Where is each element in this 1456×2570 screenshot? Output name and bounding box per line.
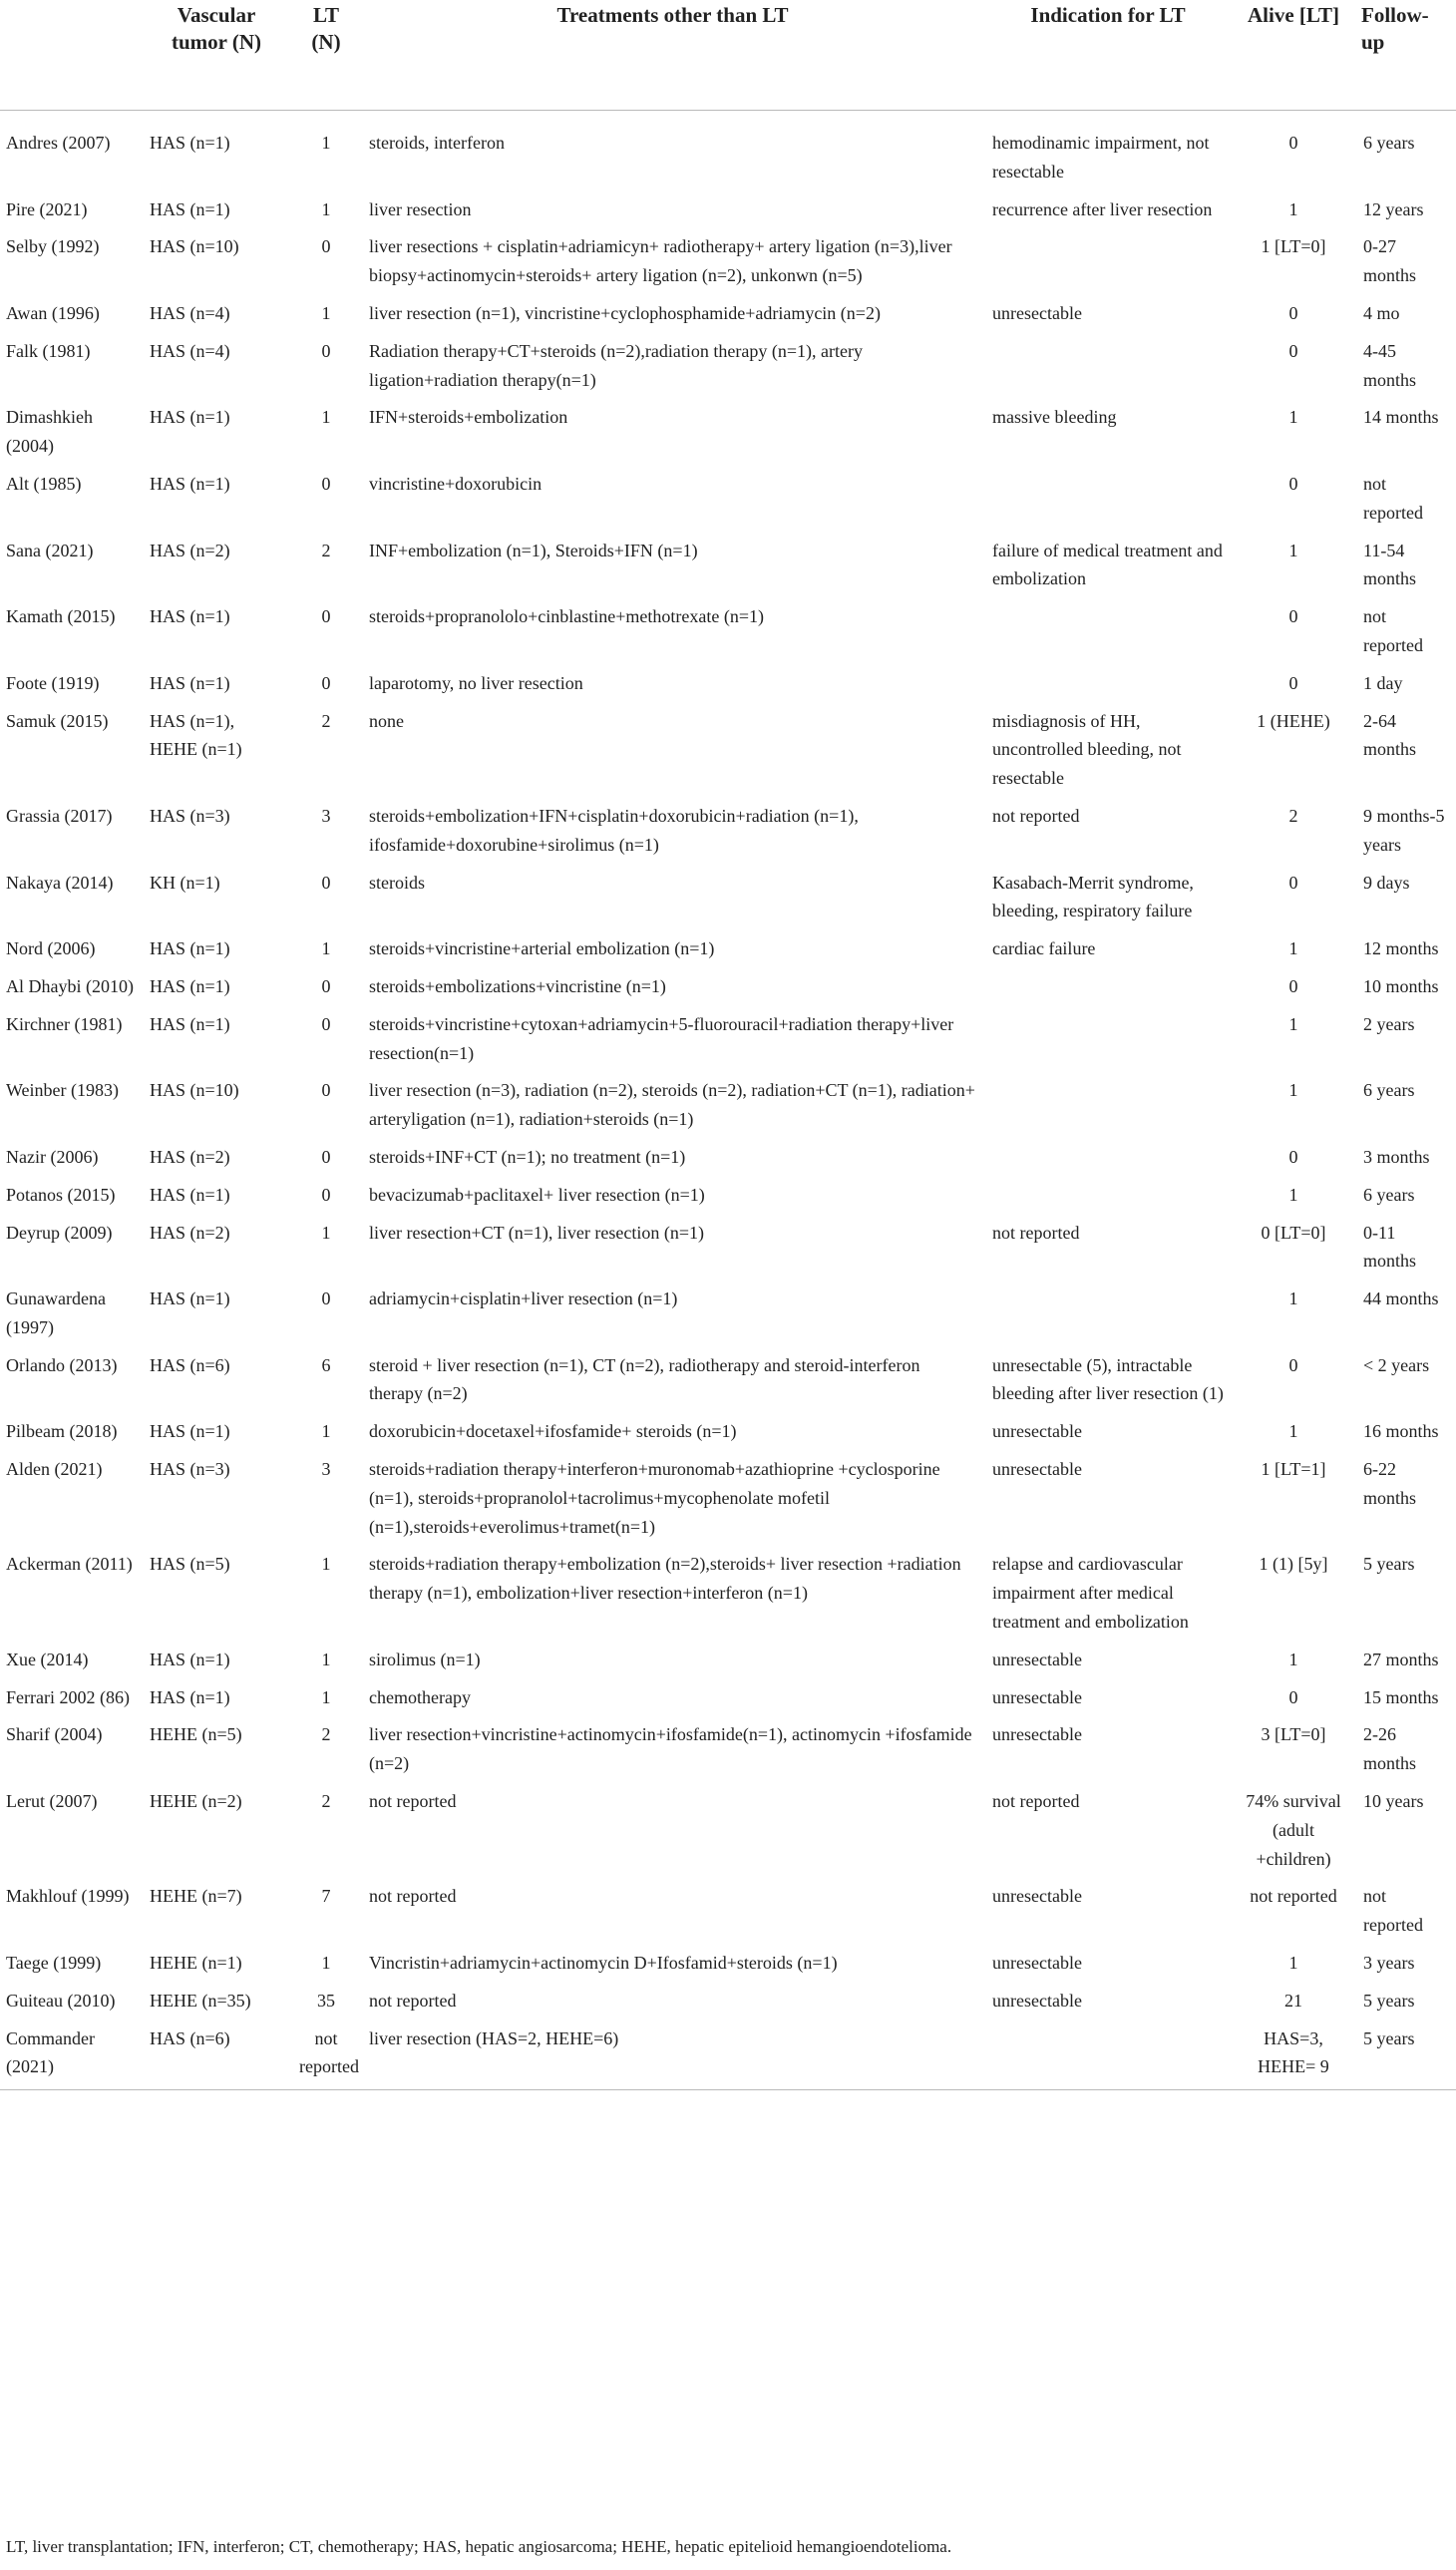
- cell-tumor: HAS (n=2): [150, 1146, 230, 1167]
- cell-lt: 1: [321, 302, 331, 323]
- cell-tumor: HAS (n=1): [150, 473, 230, 494]
- cell-study: Pire (2021): [6, 198, 88, 219]
- table-row: [0, 1006, 1456, 1073]
- cell-alive: not reported: [1250, 1886, 1337, 1907]
- table-row: [0, 665, 1456, 703]
- cell-followup: not reported: [1363, 606, 1423, 655]
- cell-alive: 0: [1288, 606, 1298, 627]
- cell-indication: unresectable: [992, 1686, 1082, 1707]
- cell-study: Guiteau (2010): [6, 1990, 116, 2011]
- cell-tumor: HAS (n=1), HEHE (n=1): [150, 710, 242, 760]
- header-study: [0, 0, 142, 111]
- cell-lt: 0: [321, 975, 331, 996]
- cell-treatments: steroids+vincristine+cytoxan+adriamycin+5-fluorouracil+radiation therapy+liver resection(n=1): [369, 1013, 954, 1063]
- cell-treatments: vincristine+doxorubicin: [369, 473, 543, 494]
- cell-lt: 0: [321, 1080, 331, 1101]
- cell-alive: 2: [1288, 805, 1298, 826]
- cell-alive: 0: [1288, 473, 1298, 494]
- cell-lt: 0: [321, 236, 331, 257]
- cell-treatments: chemotherapy: [369, 1686, 471, 1707]
- cell-lt: 7: [321, 1886, 331, 1907]
- cell-tumor: HEHE (n=35): [150, 1990, 251, 2011]
- cell-treatments: liver resection+vincristine+actinomycin+ifosfamide(n=1), actinomycin +ifosfamide (n=2): [369, 1724, 972, 1774]
- table-row: [0, 1783, 1456, 1878]
- cell-followup: 10 months: [1363, 975, 1439, 996]
- cell-followup: 12 years: [1363, 198, 1424, 219]
- table-header: [0, 0, 1456, 111]
- cell-indication: [984, 1281, 1232, 1347]
- cell-treatments: not reported: [369, 1791, 457, 1812]
- table-row: [0, 703, 1456, 798]
- cell-treatments: steroids+radiation therapy+embolization (n=2),steroids+ liver resection +radiation therapy (n=1), embolization+liver resection+interferon (n=1): [369, 1554, 961, 1604]
- cell-followup: 6 years: [1363, 1184, 1415, 1205]
- cell-indication: unresectable: [992, 1953, 1082, 1974]
- cell-tumor: HAS (n=1): [150, 1288, 230, 1309]
- cell-lt: 0: [321, 1013, 331, 1034]
- cell-followup: 3 years: [1363, 1953, 1415, 1974]
- cell-treatments: liver resection (n=1), vincristine+cyclophosphamide+adriamycin (n=2): [369, 302, 881, 323]
- cell-tumor: HAS (n=1): [150, 1649, 230, 1669]
- cell-lt: 1: [321, 1554, 331, 1575]
- table-row: [0, 111, 1456, 191]
- cell-lt: 1: [321, 407, 331, 428]
- cell-study: Orlando (2013): [6, 1354, 118, 1375]
- cell-lt: 1: [321, 1686, 331, 1707]
- cell-followup: 44 months: [1363, 1288, 1439, 1309]
- cell-treatments: liver resection: [369, 198, 472, 219]
- cell-indication: [984, 333, 1232, 400]
- cell-indication: unresectable: [992, 1649, 1082, 1669]
- cell-treatments: liver resection (n=3), radiation (n=2), steroids (n=2), radiation+CT (n=1), radiation+ arteryligation (n=1), radiation+steroids (n=1): [369, 1080, 975, 1130]
- table-row: [0, 598, 1456, 665]
- cell-study: Pilbeam (2018): [6, 1421, 118, 1442]
- table-row: [0, 1072, 1456, 1139]
- cell-alive: 1: [1288, 1649, 1298, 1669]
- cell-treatments: sirolimus (n=1): [369, 1649, 481, 1669]
- cell-lt: not reported: [291, 2020, 361, 2090]
- cell-alive: 1: [1288, 540, 1298, 560]
- cell-followup: 15 months: [1363, 1686, 1439, 1707]
- cell-study: Sharif (2004): [6, 1724, 103, 1745]
- cell-study: Gunawardena (1997): [6, 1288, 106, 1337]
- cell-alive: 1 (HEHE): [1257, 710, 1330, 731]
- cell-indication: failure of medical treatment and embolization: [992, 540, 1223, 589]
- cell-indication: [984, 1139, 1232, 1177]
- cell-followup: 0-27 months: [1363, 236, 1417, 286]
- table-row: [0, 333, 1456, 400]
- cell-tumor: HEHE (n=7): [150, 1886, 242, 1907]
- cell-indication: unresectable: [992, 302, 1082, 323]
- cell-followup: 12 months: [1363, 938, 1439, 959]
- cell-lt: 1: [321, 1421, 331, 1442]
- cell-study: Potanos (2015): [6, 1184, 116, 1205]
- cell-lt: 0: [321, 1288, 331, 1309]
- cell-indication: [984, 466, 1232, 533]
- cell-indication: [984, 2020, 1232, 2090]
- header-tumor: Vascular tumor (N): [142, 0, 291, 111]
- cell-study: Kamath (2015): [6, 606, 116, 627]
- cell-tumor: HAS (n=1): [150, 1421, 230, 1442]
- table-row: [0, 1139, 1456, 1177]
- cell-study: Al Dhaybi (2010): [6, 975, 134, 996]
- cell-alive: 1: [1288, 1288, 1298, 1309]
- cell-followup: 9 months-5 years: [1363, 805, 1445, 855]
- cell-followup: 2-64 months: [1363, 710, 1417, 760]
- cell-followup: 5 years: [1363, 1554, 1415, 1575]
- cell-followup: 2-26 months: [1363, 1724, 1417, 1774]
- cell-alive: 1: [1288, 1013, 1298, 1034]
- cell-tumor: HEHE (n=1): [150, 1953, 242, 1974]
- cell-treatments: INF+embolization (n=1), Steroids+IFN (n=1): [369, 540, 698, 560]
- cell-tumor: HAS (n=1): [150, 975, 230, 996]
- cell-study: Nord (2006): [6, 938, 96, 959]
- cell-alive: 0: [1288, 133, 1298, 153]
- cell-tumor: HAS (n=10): [150, 236, 239, 257]
- cell-lt: 0: [321, 1146, 331, 1167]
- cell-lt: 3: [321, 805, 331, 826]
- cell-treatments: steroid + liver resection (n=1), CT (n=2), radiotherapy and steroid-interferon therapy (n=2): [369, 1354, 920, 1404]
- cell-tumor: HAS (n=1): [150, 606, 230, 627]
- cell-study: Samuk (2015): [6, 710, 109, 731]
- cell-alive: 0: [1288, 872, 1298, 893]
- cell-tumor: KH (n=1): [150, 872, 220, 893]
- cell-indication: [984, 1006, 1232, 1073]
- cell-followup: 10 years: [1363, 1791, 1424, 1812]
- cell-tumor: HAS (n=4): [150, 340, 230, 361]
- cell-followup: 5 years: [1355, 2020, 1456, 2090]
- cell-alive: 3 [LT=0]: [1261, 1724, 1326, 1745]
- cell-study: Alden (2021): [6, 1459, 103, 1480]
- cell-indication: massive bleeding: [992, 407, 1117, 428]
- cell-followup: 2 years: [1363, 1013, 1415, 1034]
- cell-alive: 1 (1) [5y]: [1259, 1554, 1328, 1575]
- cell-indication: not reported: [992, 805, 1080, 826]
- cell-tumor: HAS (n=1): [150, 133, 230, 153]
- cell-tumor: HAS (n=1): [150, 407, 230, 428]
- cell-study: Foote (1919): [6, 672, 100, 693]
- cell-study: Andres (2007): [6, 133, 111, 153]
- cell-lt: 1: [321, 1649, 331, 1669]
- cell-study: Sana (2021): [6, 540, 94, 560]
- table-row: [0, 968, 1456, 1006]
- cell-followup: 6 years: [1363, 133, 1415, 153]
- cell-followup: 5 years: [1363, 1990, 1415, 2011]
- cell-alive: 0: [1288, 1686, 1298, 1707]
- cell-treatments: steroids+propranololo+cinblastine+methotrexate (n=1): [369, 606, 764, 627]
- cell-followup: not reported: [1363, 473, 1423, 523]
- cell-study: Taege (1999): [6, 1953, 102, 1974]
- cell-study: Ackerman (2011): [6, 1554, 133, 1575]
- cell-treatments: steroids+radiation therapy+interferon+muronomab+azathioprine +cyclosporine (n=1), steroids+propranolol+tacrolimus+mycophenolate mofetil (n=1),steroids+everolimus+tramet(n=1): [369, 1459, 940, 1537]
- cell-study: Falk (1981): [6, 340, 91, 361]
- cell-alive: 1: [1288, 1421, 1298, 1442]
- cell-followup: 4-45 months: [1363, 340, 1417, 390]
- cell-treatments: steroids: [369, 872, 425, 893]
- table-row: [0, 466, 1456, 533]
- cell-followup: 3 months: [1363, 1146, 1430, 1167]
- header-followup: Follow-up: [1355, 0, 1456, 111]
- cell-indication: [984, 968, 1232, 1006]
- cell-indication: unresectable: [992, 1990, 1082, 2011]
- cell-tumor: HAS (n=1): [150, 1013, 230, 1034]
- cell-alive: 0: [1288, 302, 1298, 323]
- cell-treatments: steroids+embolizations+vincristine (n=1): [369, 975, 666, 996]
- cell-tumor: HAS (n=10): [150, 1080, 239, 1101]
- cell-followup: 0-11 months: [1363, 1222, 1417, 1272]
- cell-study: Weinber (1983): [6, 1080, 120, 1101]
- cell-lt: 35: [317, 1990, 335, 2011]
- cell-lt: 0: [321, 672, 331, 693]
- cell-treatments: Vincristin+adriamycin+actinomycin D+Ifosfamid+steroids (n=1): [369, 1953, 838, 1974]
- cell-indication: unresectable (5), intractable bleeding after liver resection (1): [992, 1354, 1224, 1404]
- cell-study: Lerut (2007): [6, 1791, 98, 1812]
- cell-alive: 1: [1288, 1080, 1298, 1101]
- table-row: [0, 1716, 1456, 1783]
- cell-lt: 0: [321, 606, 331, 627]
- cell-tumor: HAS (n=1): [150, 1184, 230, 1205]
- cell-followup: 27 months: [1363, 1649, 1439, 1669]
- cell-tumor: HAS (n=1): [150, 1686, 230, 1707]
- header-lt: LT (N): [291, 0, 361, 111]
- cell-treatments: not reported: [369, 1886, 457, 1907]
- cell-alive: 74% survival (adult +children): [1246, 1791, 1341, 1869]
- cell-alive: 1: [1288, 407, 1298, 428]
- table-row: [0, 1983, 1456, 2020]
- cell-followup: 6-22 months: [1363, 1459, 1417, 1508]
- cell-study: Commander (2021): [0, 2020, 142, 2090]
- header-alive: Alive [LT]: [1232, 0, 1355, 111]
- table-row: [0, 228, 1456, 295]
- cell-lt: 6: [321, 1354, 331, 1375]
- cell-tumor: HAS (n=2): [150, 1222, 230, 1243]
- cell-tumor: HAS (n=6): [142, 2020, 291, 2090]
- table-row: [0, 865, 1456, 931]
- cell-lt: 1: [321, 1953, 331, 1974]
- cell-tumor: HAS (n=1): [150, 672, 230, 693]
- cell-indication: misdiagnosis of HH, uncontrolled bleeding, not resectable: [992, 710, 1182, 789]
- table-footnote: LT, liver transplantation; IFN, interferon; CT, chemotherapy; HAS, hepatic angiosarcoma; HEHE, hepatic epitelioid hemangioendotelioma.: [6, 2537, 952, 2556]
- cell-treatments: liver resection+CT (n=1), liver resection (n=1): [369, 1222, 705, 1243]
- cell-followup: 14 months: [1363, 407, 1439, 428]
- cell-study: Grassia (2017): [6, 805, 113, 826]
- table-row: [0, 533, 1456, 599]
- cell-indication: [984, 665, 1232, 703]
- cell-lt: 1: [321, 133, 331, 153]
- cell-alive: 1 [LT=0]: [1261, 236, 1326, 257]
- header-row: [0, 0, 1456, 111]
- cell-tumor: HEHE (n=2): [150, 1791, 242, 1812]
- cell-tumor: HAS (n=5): [150, 1554, 230, 1575]
- cell-followup: < 2 years: [1363, 1354, 1430, 1375]
- cell-study: Nazir (2006): [6, 1146, 99, 1167]
- cell-study: Xue (2014): [6, 1649, 89, 1669]
- header-indication: Indication for LT: [984, 0, 1232, 111]
- cell-indication: [984, 228, 1232, 295]
- cell-lt: 1: [321, 938, 331, 959]
- cell-treatments: Radiation therapy+CT+steroids (n=2),radiation therapy (n=1), artery ligation+radiation therapy(n=1): [369, 340, 863, 390]
- cell-treatments: bevacizumab+paclitaxel+ liver resection (n=1): [369, 1184, 705, 1205]
- cell-alive: 0: [1288, 340, 1298, 361]
- cell-treatments: laparotomy, no liver resection: [369, 672, 583, 693]
- cell-indication: not reported: [992, 1222, 1080, 1243]
- cell-study: Awan (1996): [6, 302, 100, 323]
- cell-tumor: HAS (n=4): [150, 302, 230, 323]
- table-row: [0, 295, 1456, 333]
- cell-alive: 1: [1288, 938, 1298, 959]
- cell-study: Selby (1992): [6, 236, 100, 257]
- cell-alive: HAS=3, HEHE= 9: [1232, 2020, 1355, 2090]
- cell-treatments: not reported: [369, 1990, 457, 2011]
- table-row: [0, 1945, 1456, 1983]
- cell-indication: hemodinamic impairment, not resectable: [992, 133, 1210, 182]
- cell-lt: 2: [321, 1791, 331, 1812]
- cell-tumor: HAS (n=1): [150, 938, 230, 959]
- cell-lt: 0: [321, 473, 331, 494]
- table-row: [0, 1878, 1456, 1945]
- table-row: [0, 1413, 1456, 1451]
- table-row: [0, 1451, 1456, 1546]
- table-row: [0, 930, 1456, 968]
- cell-treatments: steroids+vincristine+arterial embolization (n=1): [369, 938, 715, 959]
- cell-tumor: HAS (n=1): [150, 198, 230, 219]
- cell-alive: 1: [1288, 198, 1298, 219]
- cell-lt: 2: [321, 710, 331, 731]
- cell-tumor: HAS (n=3): [150, 805, 230, 826]
- cell-treatments: adriamycin+cisplatin+liver resection (n=1): [369, 1288, 678, 1309]
- cell-treatments: steroids+INF+CT (n=1); no treatment (n=1): [369, 1146, 686, 1167]
- cell-study: Dimashkieh (2004): [6, 407, 93, 457]
- table-row: [0, 399, 1456, 466]
- cell-study: Kirchner (1981): [6, 1013, 123, 1034]
- cell-indication: [984, 1177, 1232, 1215]
- header-treatments: Treatments other than LT: [361, 0, 984, 111]
- cell-indication: unresectable: [992, 1421, 1082, 1442]
- cell-study: Ferrari 2002 (86): [6, 1686, 130, 1707]
- cell-study: Nakaya (2014): [6, 872, 114, 893]
- cell-tumor: HAS (n=3): [150, 1459, 230, 1480]
- cell-tumor: HAS (n=2): [150, 540, 230, 560]
- cell-followup: 1 day: [1363, 672, 1403, 693]
- cell-followup: 16 months: [1363, 1421, 1439, 1442]
- cell-lt: 1: [321, 1222, 331, 1243]
- cell-indication: [984, 1072, 1232, 1139]
- cell-indication: [984, 598, 1232, 665]
- cell-lt: 2: [321, 1724, 331, 1745]
- cell-alive: 0 [LT=0]: [1261, 1222, 1326, 1243]
- table-row: [0, 1642, 1456, 1679]
- table-row: [0, 1546, 1456, 1641]
- table-row: [0, 1177, 1456, 1215]
- table-row: [0, 1679, 1456, 1717]
- cell-lt: 3: [321, 1459, 331, 1480]
- cell-alive: 0: [1288, 672, 1298, 693]
- cell-followup: 11-54 months: [1363, 540, 1417, 589]
- cell-tumor: HEHE (n=5): [150, 1724, 242, 1745]
- cell-followup: not reported: [1363, 1886, 1423, 1936]
- cell-tumor: HAS (n=6): [150, 1354, 230, 1375]
- table-row: [0, 1347, 1456, 1414]
- cell-lt: 1: [321, 198, 331, 219]
- cell-alive: 1 [LT=1]: [1261, 1459, 1326, 1480]
- cell-indication: relapse and cardiovascular impairment after medical treatment and embolization: [992, 1554, 1189, 1633]
- cell-followup: 9 days: [1363, 872, 1410, 893]
- cell-alive: 1: [1288, 1184, 1298, 1205]
- cell-indication: unresectable: [992, 1724, 1082, 1745]
- cell-study: Makhlouf (1999): [6, 1886, 130, 1907]
- table-body: [0, 111, 1456, 2090]
- cell-treatments: none: [369, 710, 404, 731]
- cell-lt: 0: [321, 1184, 331, 1205]
- cell-lt: 2: [321, 540, 331, 560]
- cell-treatments: doxorubicin+docetaxel+ifosfamide+ steroids (n=1): [369, 1421, 737, 1442]
- table-row: [0, 2020, 1456, 2090]
- cell-alive: 0: [1288, 1146, 1298, 1167]
- cell-treatments: liver resection (HAS=2, HEHE=6): [361, 2020, 984, 2090]
- cell-indication: recurrence after liver resection: [992, 198, 1213, 219]
- cell-followup: 4 mo: [1363, 302, 1400, 323]
- cell-study: Deyrup (2009): [6, 1222, 113, 1243]
- cell-indication: unresectable: [992, 1459, 1082, 1480]
- cell-treatments: steroids, interferon: [369, 133, 505, 153]
- cell-lt: 0: [321, 872, 331, 893]
- cell-lt: 0: [321, 340, 331, 361]
- cell-indication: Kasabach-Merrit syndrome, bleeding, respiratory failure: [992, 872, 1194, 921]
- cell-followup: 6 years: [1363, 1080, 1415, 1101]
- cell-alive: 0: [1288, 975, 1298, 996]
- cell-alive: 21: [1284, 1990, 1302, 2011]
- cell-study: Alt (1985): [6, 473, 82, 494]
- cell-alive: 0: [1288, 1354, 1298, 1375]
- cell-treatments: IFN+steroids+embolization: [369, 407, 568, 428]
- cell-treatments: steroids+embolization+IFN+cisplatin+doxorubicin+radiation (n=1), ifosfamide+doxorubine+sirolimus (n=1): [369, 805, 859, 855]
- table-row: [0, 191, 1456, 229]
- cell-alive: 1: [1288, 1953, 1298, 1974]
- table-row: [0, 798, 1456, 865]
- cell-indication: not reported: [992, 1791, 1080, 1812]
- table-row: [0, 1215, 1456, 1282]
- cell-treatments: liver resections + cisplatin+adriamicyn+ radiotherapy+ artery ligation (n=3),liver biopsy+actinomycin+steroids+ artery ligation (n=2), unkonwn (n=5): [369, 236, 952, 286]
- cell-indication: cardiac failure: [992, 938, 1096, 959]
- table-row: [0, 1281, 1456, 1347]
- cell-indication: unresectable: [992, 1886, 1082, 1907]
